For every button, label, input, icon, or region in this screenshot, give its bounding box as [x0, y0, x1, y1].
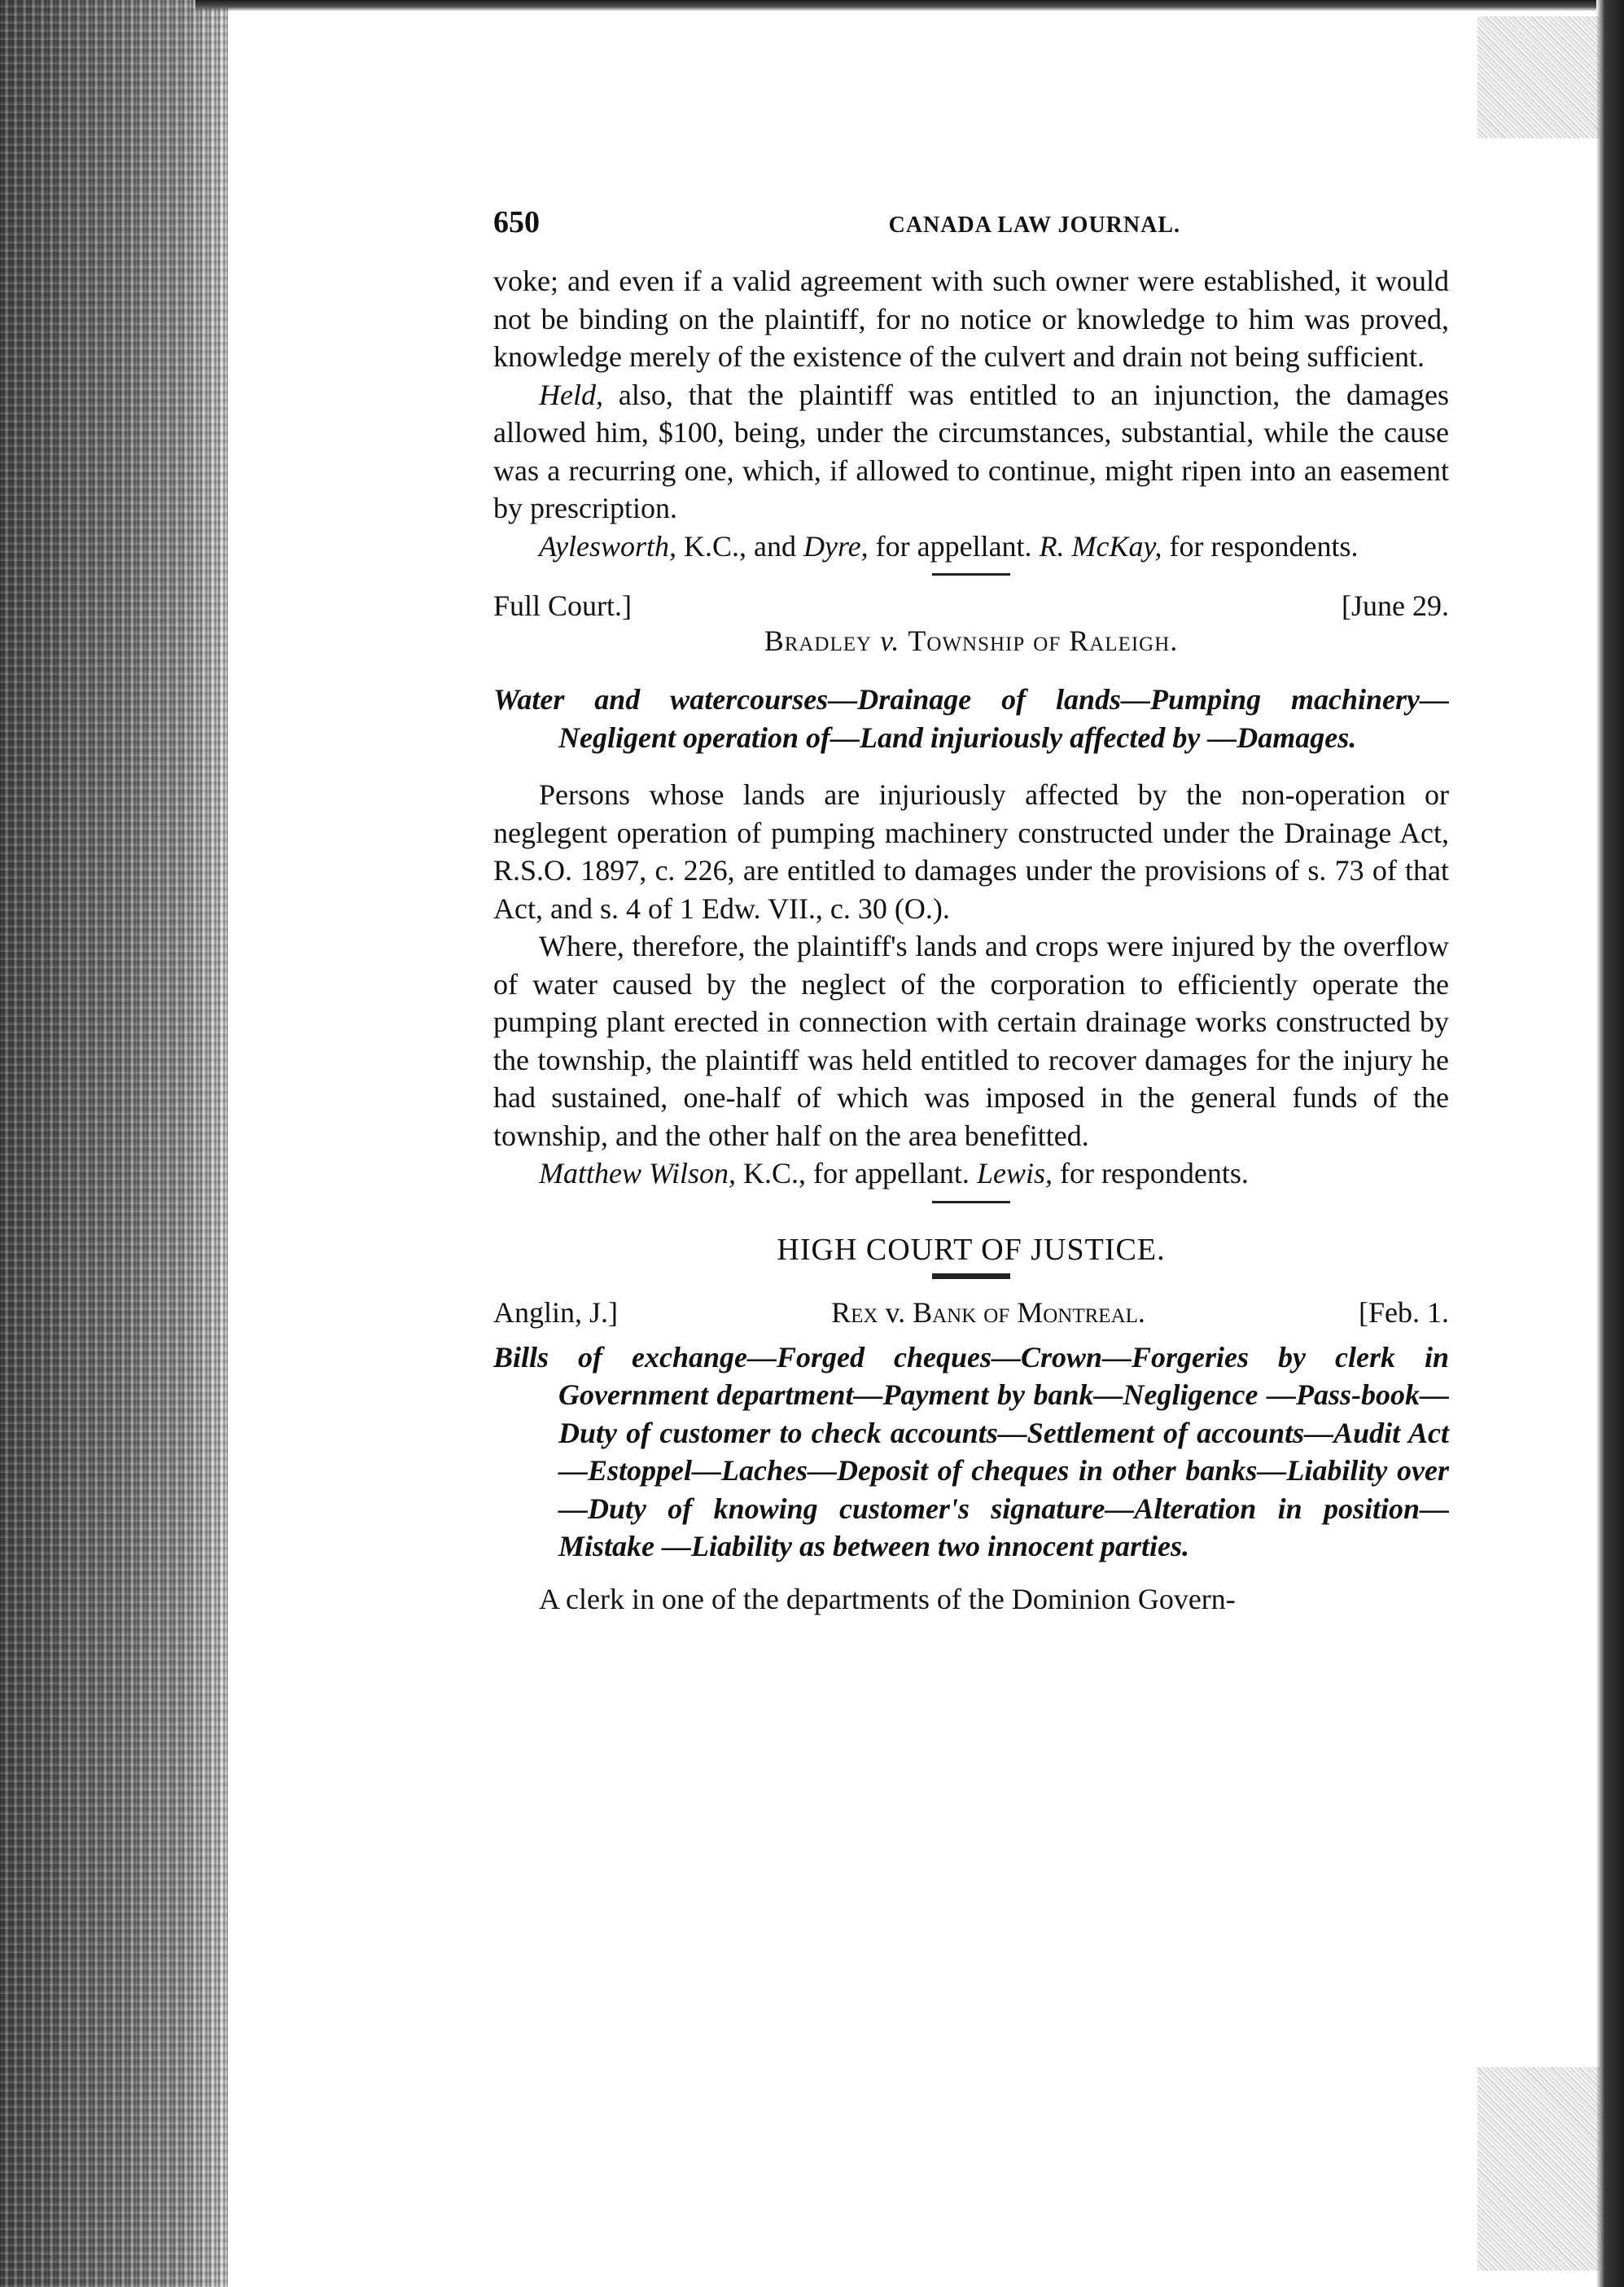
- held-paragraph: [493, 376, 1449, 528]
- versus: v.: [885, 1296, 906, 1329]
- counsel-name: Dyre,: [803, 529, 869, 563]
- page-top-edge: [195, 0, 1604, 11]
- continued-paragraph: voke; and even if a valid agreement with such owner were established, it would not be binding on the plaintiff, for no notice or knowledge to him was proved, knowledge merely of the existence of the culvert and drain not being sufficient.: [493, 265, 1449, 373]
- scan-noise-bottom: [1477, 2067, 1600, 2271]
- case-title-rex: [831, 1294, 1145, 1332]
- held-text: also, that the plaintiff was entitled to an injunction, the damages allowed him, $100, being, under the circumstances, substantial, while the cause was a recurring one, which, if allowed to continue, might ripen into an easement by prescription.: [493, 378, 1449, 524]
- catchwords-bradley: Water and watercourses—Drainage of lands—Pumping machinery—Negligent operation of—Land injuriously affected by —Damages.: [493, 683, 1449, 754]
- page-right-edge: [1596, 0, 1624, 2287]
- party-name: Bank of Montreal.: [913, 1296, 1145, 1329]
- counsel-line: [493, 528, 1449, 566]
- journal-title: CANADA LAW JOURNAL.: [888, 212, 1180, 238]
- counsel-text: K.C., and: [676, 529, 803, 563]
- case-title-bradley: [493, 622, 1449, 660]
- holding-paragraph: A clerk in one of the departments of the Dominion Govern-: [539, 1582, 1236, 1615]
- counsel-text: for respondents.: [1162, 529, 1359, 563]
- party-name: Bradley: [764, 624, 873, 657]
- running-header: [493, 204, 1449, 252]
- held-label: Held,: [539, 378, 603, 411]
- counsel-name: Matthew Wilson,: [539, 1157, 736, 1190]
- counsel-name: R. McKay,: [1039, 529, 1162, 563]
- party-name: Rex: [831, 1296, 878, 1329]
- versus: v.: [880, 624, 900, 657]
- holding-paragraph: Persons whose lands are injuriously affected by the non-operation or neglegent operation of pumping machinery constructed under the Drainage Act, R.S.O. 1897, c. 226, are entitled to damages under the provisions of s. 73 of that Act, and s. 4 of 1 Edw. VII., c. 30 (O.).: [493, 778, 1449, 925]
- counsel-text: for appellant.: [868, 529, 1040, 563]
- heading-divider: [932, 1273, 1010, 1279]
- counsel-name: Lewis,: [976, 1157, 1053, 1190]
- page-number: 650: [493, 205, 540, 239]
- counsel-line: [493, 1154, 1449, 1193]
- case-date: [Feb. 1.: [1359, 1296, 1449, 1329]
- party-name: Township of Raleigh.: [908, 624, 1179, 657]
- section-divider: [932, 573, 1010, 576]
- catchwords-rex: Bills of exchange—Forged cheques—Crown—Forgeries by clerk in Government department—Payment by bank—Negligence —Pass-book—Duty of customer to check accounts—Settlement of accounts—Audit Act—Estoppel—Laches—Deposit of cheques in other banks—Liability over—Duty of knowing customer's signature—Alteration in position—Mistake —Liability as between two innocent parties.: [493, 1340, 1449, 1562]
- case-header-rex: [493, 1294, 1449, 1332]
- section-divider: [932, 1201, 1010, 1203]
- case-date: [June 29.: [1342, 589, 1449, 622]
- case-header-bradley: [493, 587, 1449, 625]
- binding-shadow: [0, 0, 228, 2287]
- judge-label: Anglin, J.]: [493, 1296, 618, 1329]
- counsel-name: Aylesworth,: [539, 529, 676, 563]
- counsel-text: for respondents.: [1052, 1157, 1249, 1190]
- court-heading: HIGH COURT OF JUSTICE.: [777, 1232, 1166, 1267]
- counsel-text: K.C., for appellant.: [736, 1157, 977, 1190]
- court-label: Full Court.]: [493, 589, 633, 622]
- page-body: [493, 204, 1449, 1618]
- scan-noise-top: [1477, 16, 1600, 138]
- holding-paragraph: Where, therefore, the plaintiff's lands and crops were injured by the overflow of water caused by the neglect of the corporation to efficiently operate the pumping plant erected in connection with certain drainage works constructed by the township, the plaintiff was held entitled to recover damages for the injury he had sustained, one-half of which was imposed in the general funds of the township, and the other half on the area benefitted.: [493, 930, 1449, 1152]
